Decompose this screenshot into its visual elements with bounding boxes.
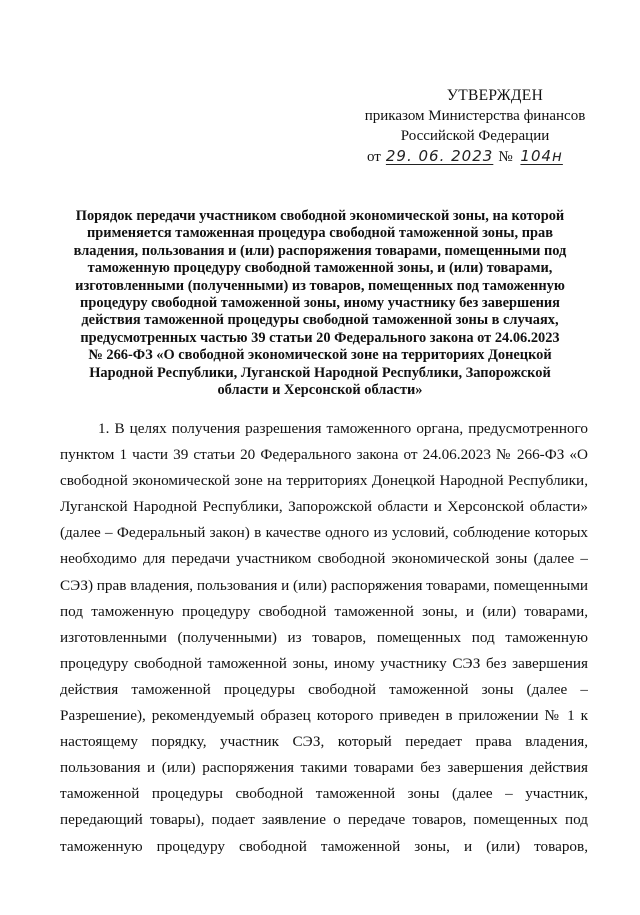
- body-line: под таможенную процедуру свободной таможенной зоны, и (или) товарами,: [60, 602, 588, 620]
- handwritten-date: 29. 06. 2023: [385, 147, 494, 165]
- paragraph-1: [60, 416, 588, 860]
- title-line: действия таможенной процедуры свободной таможенной зоны в случаях,: [81, 312, 559, 329]
- body-line: передающий товары), подает заявление о передаче товаров, помещенных под: [60, 811, 588, 829]
- body-line: СЭЗ) прав владения, пользования и (или) распоряжения товарами, помещенными: [60, 576, 588, 594]
- title-line: таможенную процедуру свободной таможенной зоны, и (или) товарами,: [87, 260, 553, 277]
- body-line: пользования и (или) распоряжения такими товарами без завершения действия: [60, 759, 588, 777]
- body-line: таможенную процедуру свободной таможенной зоны, и (или) товаров,: [60, 837, 588, 855]
- handwritten-order-number: 104н: [520, 147, 563, 165]
- body-line: 1. В целях получения разрешения таможенного органа, предусмотренного: [98, 420, 588, 437]
- title-line: изготовленными (полученными) из товаров, помещенных под таможенную: [75, 277, 565, 294]
- approval-line-ministry: приказом Министерства финансов: [364, 108, 586, 124]
- body-line: настоящему порядку, участник СЭЗ, который передает права владения,: [60, 733, 588, 751]
- order-date-number-row: [367, 146, 595, 167]
- body-line: действия таможенной процедуры свободной таможенной зоны (далее –: [60, 680, 588, 698]
- body-line: таможенной процедуры свободной таможенной зоны (далее – участник,: [60, 785, 588, 803]
- title-line: процедуру свободной таможенной зоны, иному участнику без завершения: [80, 295, 560, 312]
- approval-stamp-block: [355, 86, 595, 167]
- title-line: Народной Республики, Луганской Народной Республики, Запорожской: [89, 364, 551, 381]
- title-line: № 266-ФЗ «О свободной экономической зоне на территориях Донецкой: [88, 347, 552, 364]
- body-line: Луганской Народной Республики, Запорожской области и Херсонской области»: [60, 498, 588, 516]
- title-line: Порядок передачи участником свободной экономической зоны, на которой: [75, 208, 565, 224]
- from-label: от: [367, 149, 381, 165]
- title-line: области и Херсонской области»: [217, 382, 423, 399]
- number-label: №: [498, 149, 513, 165]
- approval-title: УТВЕРЖДЕН: [446, 87, 544, 104]
- body-line: необходимо для передачи участником свободной экономической зоны (далее –: [60, 550, 588, 568]
- title-line: владения, пользования и (или) распоряжения товарами, помещенными под: [73, 242, 567, 259]
- body-line: изготовленными (полученными) из товаров, помещенных под таможенную: [60, 628, 588, 646]
- body-line: процедуру свободной таможенной зоны, иному участнику СЭЗ без завершения: [60, 654, 588, 672]
- approval-line-federation: Российской Федерации: [400, 128, 550, 144]
- body-line: пунктом 1 части 39 статьи 20 Федерального закона от 24.06.2023 № 266-ФЗ «О: [60, 446, 588, 464]
- body-line: свободной экономической зоне на территориях Донецкой Народной Республики,: [60, 472, 588, 490]
- title-line: применяется таможенная процедура свободной таможенной зоны, прав: [87, 225, 553, 242]
- body-line: Разрешение), рекомендуемый образец которого приведен в приложении № 1 к: [60, 707, 588, 725]
- body-line: (далее – Федеральный закон) в качестве одного из условий, соблюдение которых: [60, 524, 588, 542]
- title-line: предусмотренных частью 39 статьи 20 Федерального закона от 24.06.2023: [80, 329, 560, 346]
- document-title: [60, 208, 580, 399]
